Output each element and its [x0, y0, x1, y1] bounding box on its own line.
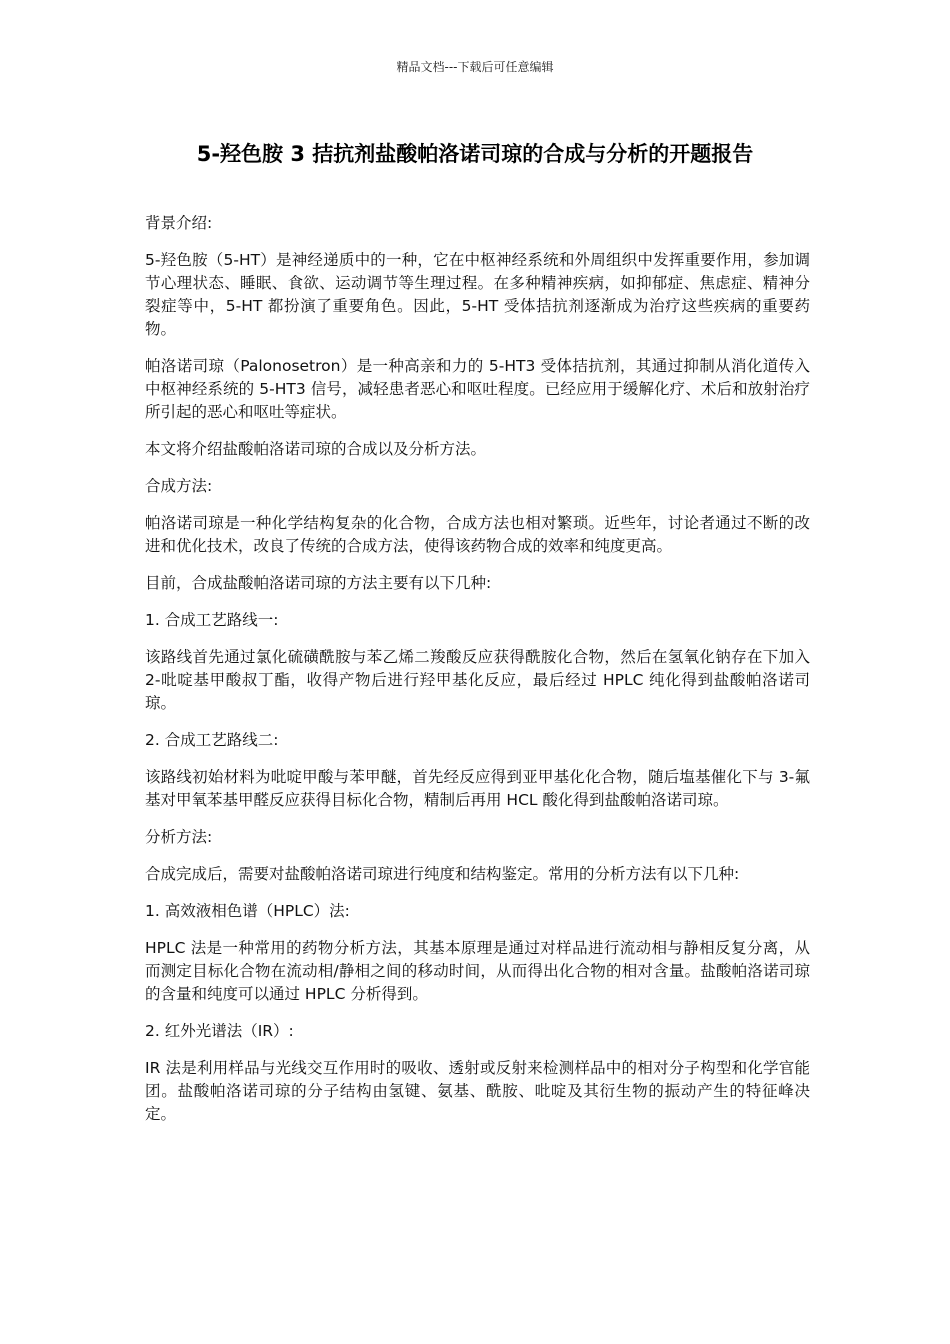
paragraph-palonosetron-intro: 帕洛诺司琼（Palonosetron）是一种高亲和力的 5-HT3 受体拮抗剂，其通过抑制从消化道传入中枢神经系统的 5-HT3 信号，减轻患者恶心和呕吐程度。已经应用于缓解化疗、术后和放射治疗所引起的恶心和呕吐等症状。 [145, 357, 810, 421]
paragraph-hplc: HPLC 法是一种常用的药物分析方法，其基本原理是通过对样品进行流动相与静相反复分离，从而测定目标化合物在流动相/静相之间的移动时间，从而得出化合物的相对含量。盐酸帕洛诺司琼的含量和纯度可以通过 HPLC 分析得到。 [145, 939, 810, 1003]
subheading-hplc: 1. 高效液相色谱（HPLC）法: [145, 902, 350, 920]
paragraph-5ht-intro: 5-羟色胺（5-HT）是神经递质中的一种，它在中枢神经系统和外周组织中发挥重要作用，参加调节心理状态、睡眠、食欲、运动调节等生理过程。在多种精神疾病，如抑郁症、焦虑症、精神分裂症等中，5-HT 都扮演了重要角色。因此，5-HT 受体拮抗剂逐渐成为治疗这些疾病的重要药物。 [145, 251, 810, 338]
paragraph-scope: 本文将介绍盐酸帕洛诺司琼的合成以及分析方法。 [145, 440, 487, 458]
paragraph-analysis-lead: 合成完成后，需要对盐酸帕洛诺司琼进行纯度和结构鉴定。常用的分析方法有以下几种: [145, 865, 740, 883]
paragraph-synthesis-overview: 帕洛诺司琼是一种化学结构复杂的化合物，合成方法也相对繁琐。近些年，讨论者通过不断的改进和优化技术，改良了传统的合成方法，使得该药物合成的效率和纯度更高。 [145, 514, 810, 555]
paragraph-route-one: 该路线首先通过氯化硫磺酰胺与苯乙烯二羧酸反应获得酰胺化合物，然后在氢氧化钠存在下加入 2-吡啶基甲酸叔丁酯，收得产物后进行羟甲基化反应，最后经过 HPLC 纯化得到盐酸帕洛诺司琼。 [145, 648, 810, 712]
section-heading-synthesis: 合成方法: [145, 477, 213, 495]
section-heading-background: 背景介绍: [145, 214, 213, 232]
document-title: 5-羟色胺 3 拮抗剂盐酸帕洛诺司琼的合成与分析的开题报告 [196, 142, 754, 166]
subheading-route-one: 1. 合成工艺路线一: [145, 611, 279, 629]
section-heading-analysis: 分析方法: [145, 828, 213, 846]
subheading-ir: 2. 红外光谱法（IR）: [145, 1022, 294, 1040]
subheading-route-two: 2. 合成工艺路线二: [145, 731, 279, 749]
paragraph-route-two: 该路线初始材料为吡啶甲酸与苯甲醚，首先经反应得到亚甲基化化合物，随后塩基催化下与 3-氟基对甲氧苯基甲醛反应获得目标化合物，精制后再用 HCL 酸化得到盐酸帕洛诺司琼。 [145, 768, 810, 809]
paragraph-synthesis-methods-lead: 目前，合成盐酸帕洛诺司琼的方法主要有以下几种: [145, 574, 492, 592]
paragraph-ir: IR 法是利用样品与光线交互作用时的吸收、透射或反射来检测样品中的相对分子构型和化学官能团。盐酸帕洛诺司琼的分子结构由氢键、氨基、酰胺、吡啶及其衍生物的振动产生的特征峰决定。 [145, 1059, 810, 1123]
document-body [145, 212, 810, 1140]
page-header-watermark: 精品文档---下载后可任意编辑 [396, 60, 554, 74]
